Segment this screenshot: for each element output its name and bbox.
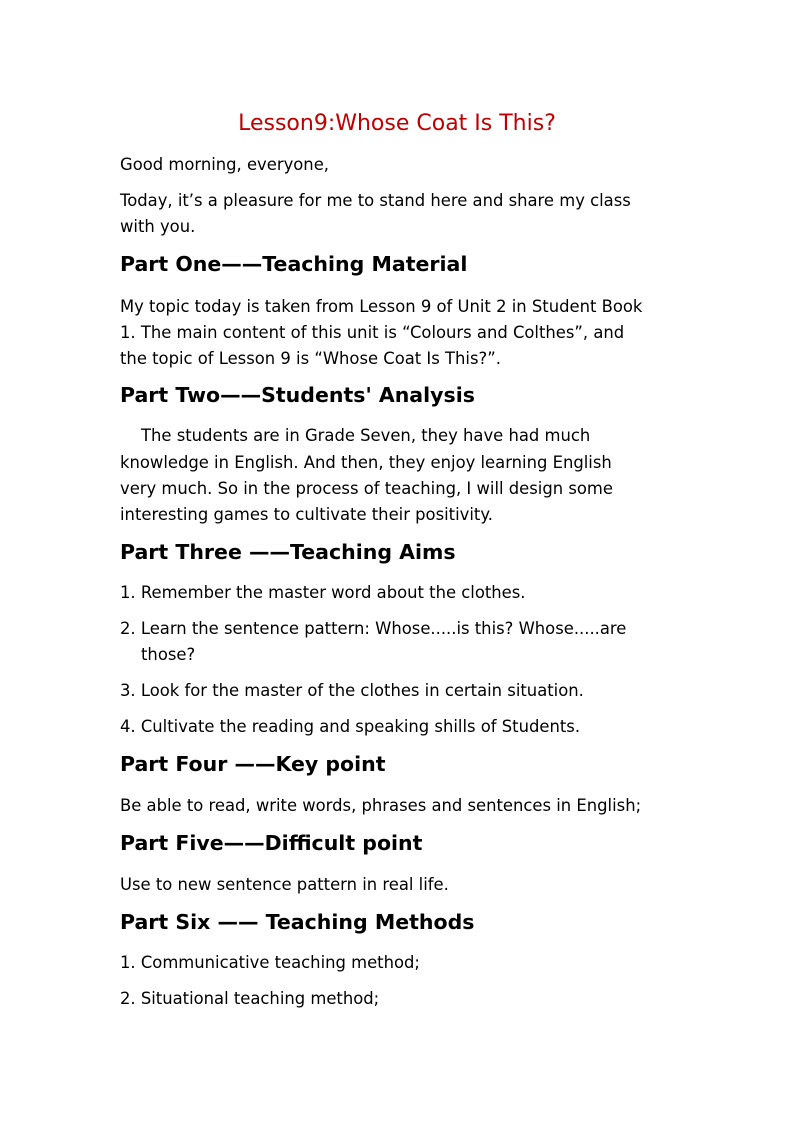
list-item: 2. Learn the sentence pattern: Whose.....is this? Whose.....are: [120, 619, 627, 638]
intro-line-2: with you.: [120, 217, 196, 236]
paragraph-line: My topic today is taken from Lesson 9 of Unit 2 in Student Book: [120, 297, 643, 316]
section-heading-key-point: Part Four ——Key point: [120, 752, 386, 776]
section-heading-teaching-methods: Part Six —— Teaching Methods: [120, 910, 475, 934]
list-item: 3. Look for the master of the clothes in certain situation.: [120, 681, 584, 700]
list-item: 4. Cultivate the reading and speaking shills of Students.: [120, 717, 581, 736]
paragraph-line: the topic of Lesson 9 is “Whose Coat Is This?”.: [120, 349, 501, 368]
paragraph-line: 1. The main content of this unit is “Colours and Colthes”, and: [120, 323, 625, 342]
list-item: 1. Remember the master word about the clothes.: [120, 583, 526, 602]
section-heading-teaching-aims: Part Three ——Teaching Aims: [120, 540, 456, 564]
section-heading-students-analysis: Part Two——Students' Analysis: [120, 383, 475, 407]
paragraph-line: very much. So in the process of teaching, I will design some: [120, 479, 613, 498]
list-item: 2. Situational teaching method;: [120, 989, 380, 1008]
paragraph-line: knowledge in English. And then, they enjoy learning English: [120, 453, 612, 472]
section-heading-teaching-material: Part One——Teaching Material: [120, 252, 468, 276]
document-title: Lesson9:Whose Coat Is This?: [238, 111, 556, 136]
paragraph-line: Use to new sentence pattern in real life.: [120, 875, 449, 894]
paragraph-line: Be able to read, write words, phrases and sentences in English;: [120, 796, 642, 815]
paragraph-line: The students are in Grade Seven, they have had much: [141, 426, 591, 445]
paragraph-line: interesting games to cultivate their positivity.: [120, 505, 493, 524]
intro-line-1: Today, it’s a pleasure for me to stand here and share my class: [120, 191, 631, 210]
list-item-continuation: those?: [141, 645, 196, 664]
list-item: 1. Communicative teaching method;: [120, 953, 420, 972]
greeting: Good morning, everyone,: [120, 155, 329, 174]
section-heading-difficult-point: Part Five——Difficult point: [120, 831, 423, 855]
